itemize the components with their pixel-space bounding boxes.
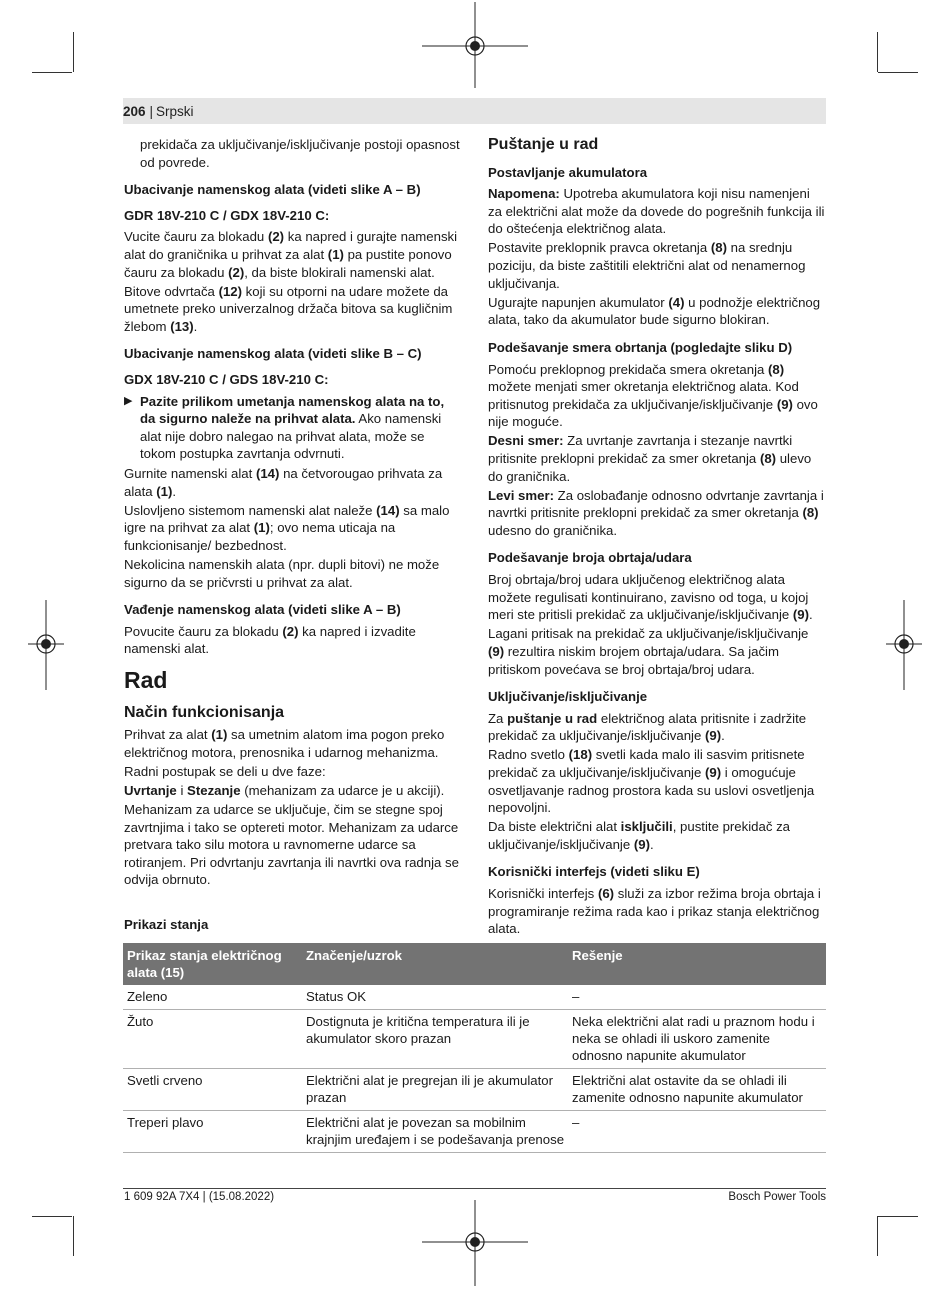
- paragraph: Pomoću preklopnog prekidača smera okretanja (8) možete menjati smer okretanja električnog alata. Kod pritisnutog prekidača za uključivanje/isključivanje (9) ovo nije moguće.: [488, 361, 818, 430]
- paragraph: Postavite preklopnik pravca okretanja (8) na srednju poziciju, da biste zaštitili električni alat od nenamernog uključivanja.: [488, 240, 806, 291]
- paragraph: Radno svetlo (18) svetli kada malo ili sasvim pritisnete prekidač za uključivanje/isključivanje (9) i omogućuje osvetljavanje radnog prostora kada su uslovi osvetljenja nepovoljni.: [488, 747, 815, 816]
- status-table: [123, 943, 826, 1153]
- arrow-icon: ▶: [124, 394, 133, 407]
- section-heading: Korisnički interfejs (videti sliku E): [488, 864, 700, 880]
- crop-mark: [73, 32, 74, 72]
- table-cell: Električni alat je povezan sa mobilnim krajnjim uređajem i se podešavanja prenose: [302, 1111, 568, 1153]
- paragraph: Mehanizam za udarce se uključuje, čim se stegne spoj zavrtnjima i tako se optereti motor. Mehanizam za udarce pretvara tako silu motora u ravnomerne udarce sa rotiranjem. Pri odvrtanju zavrtanja ili navrtki ova radnja se odvija obrnuto.: [124, 802, 459, 888]
- model-heading: GDR 18V-210 C / GDX 18V-210 C:: [124, 207, 330, 223]
- paragraph: Vucite čauru za blokadu (2) ka napred i gurajte namenski alat do graničnika u prihvat za alat (1) pa pustite ponovo čauru za blokadu (2), da biste blokirali namenski alat.: [124, 229, 458, 280]
- warning-item: [124, 393, 460, 463]
- subsection-heading: Puštanje u rad: [488, 136, 599, 153]
- paragraph: Levi smer: Za oslobađanje odnosno odvrtanje zavrtanja i navrtki pritisnite preklopni prekidač za smer okretanja (8) udesno do graničnika.: [488, 487, 824, 538]
- section-heading: Podešavanje smera obrtanja (pogledajte sliku D): [488, 339, 793, 355]
- table-row: [123, 1010, 826, 1069]
- left-column: [124, 136, 460, 890]
- table-cell: Status OK: [302, 985, 568, 1010]
- page-number: 206: [123, 103, 146, 119]
- crop-mark: [877, 1216, 878, 1256]
- paragraph: Napomena: Upotreba akumulatora koji nisu namenjeni za električni alat može da dovede do pogrešnih funkcija ili do oštećenja električnog alata.: [488, 186, 825, 237]
- table-cell: –: [568, 985, 826, 1010]
- table-cell: Dostignuta je kritična temperatura ili je akumulator skoro prazan: [302, 1010, 568, 1069]
- paragraph: Povucite čauru za blokadu (2) ka napred i izvadite namenski alat.: [124, 623, 416, 657]
- section-heading: Postavljanje akumulatora: [488, 164, 648, 180]
- footer-brand: Bosch Power Tools: [728, 1191, 826, 1203]
- model-heading: GDX 18V-210 C / GDS 18V-210 C:: [124, 372, 329, 388]
- paragraph: Uslovljeno sistemom namenski alat naleže (14) sa malo igre na prihvat za alat (1); ovo nema uticaja na funkcionisanje/ bezbednost.: [124, 502, 450, 553]
- section-heading: Ubacivanje namenskog alata (videti slike A – B): [124, 182, 421, 198]
- registration-mark-icon: [28, 600, 64, 690]
- warning-text: Ako namenski alat nije dobro nalegao na prihvat alata, može se tokom postupka zavrtanja odvrnuti.: [140, 411, 442, 462]
- paragraph: Gurnite namenski alat (14) na četvorougao prihvata za alata (1).: [124, 466, 443, 499]
- crop-mark: [878, 72, 918, 73]
- subsection-heading: Način funkcionisanja: [124, 703, 285, 721]
- crop-mark: [32, 1216, 72, 1217]
- table-cell: Neka električni alat radi u praznom hodu i neka se ohladi ili uskoro zamenite odnosno napunite akumulator: [568, 1010, 826, 1069]
- table-header-cell: Značenje/uzrok: [302, 943, 568, 985]
- paragraph: Prihvat za alat (1) sa umetnim alatom ima pogon preko električnog motora, prenosnika i udarnog mehanizma.: [124, 727, 445, 760]
- section-heading: Podešavanje broja obrtaja/udara: [488, 550, 692, 566]
- table-row: [123, 1069, 826, 1111]
- paragraph: Uvrtanje i Stezanje (mehanizam za udarce je u akciji).: [124, 782, 445, 798]
- section-heading: Ubacivanje namenskog alata (videti slike B – C): [124, 346, 422, 362]
- chapter-heading: Rad: [124, 666, 168, 693]
- paragraph: Da biste električni alat isključili, pustite prekidač za uključivanje/isključivanje (9).: [488, 819, 791, 852]
- header-language: Srpski: [156, 103, 194, 119]
- paragraph: Bitove odvrtača (12) koji su otporni na udare možete da umetnete preko univerzalnog držača bitova sa kugličnim žlebom (13).: [124, 283, 453, 334]
- table-cell: Električni alat je pregrejan ili je akumulator prazan: [302, 1069, 568, 1111]
- crop-mark: [32, 72, 72, 73]
- registration-mark-icon: [422, 2, 528, 88]
- paragraph: Korisnički interfejs (6) služi za izbor režima broja obrtaja i programiranje režima rada kao i prikaz stanja električnog alata.: [488, 886, 821, 937]
- table-cell: Električni alat ostavite da se ohladi ili zamenite odnosno napunite akumulator: [568, 1069, 826, 1111]
- paragraph: Broj obrtaja/broj udara uključenog električnog alata možete regulisati kontinuirano, zavisno od toga, u kojoj meri ste pritisli prekidač za uključivanje/isključivanje (9).: [488, 572, 813, 623]
- page-header: [123, 98, 826, 124]
- footer-divider: [123, 1188, 826, 1189]
- paragraph: Nekolicina namenskih alata (npr. dupli bitovi) ne može sigurno da se pričvrsti u prihvat za alat.: [124, 556, 440, 590]
- table-header-cell: Rešenje: [568, 943, 826, 985]
- table-row: [123, 1111, 826, 1153]
- paragraph: prekidača za uključivanje/isključivanje postoji opasnost od povrede.: [140, 137, 460, 170]
- crop-mark: [877, 32, 878, 72]
- crop-mark: [878, 1216, 918, 1217]
- right-column: [488, 136, 826, 939]
- table-cell: Svetli crveno: [123, 1069, 302, 1111]
- table-cell: –: [568, 1111, 826, 1153]
- table-header-row: [123, 943, 826, 985]
- table-cell: Žuto: [123, 1010, 302, 1069]
- header-separator: |: [149, 103, 154, 119]
- table-row: [123, 985, 826, 1010]
- warning-bold: Pazite prilikom umetanja namenskog alata na to, da sigurno naleže na prihvat alata.: [140, 393, 445, 427]
- paragraph: Lagani pritisak na prekidač za uključivanje/isključivanje (9) rezultira niskim brojem obrtaja/udara. Sa jačim pritiskom povećava se broj obrtaja/broj udara.: [488, 626, 809, 677]
- section-heading: Vađenje namenskog alata (videti slike A – B): [124, 602, 401, 618]
- registration-mark-icon: [886, 600, 922, 690]
- crop-mark: [73, 1216, 74, 1256]
- paragraph: Ugurajte napunjen akumulator (4) u podnožje električnog alata, tako da akumulator bude sigurno blokiran.: [488, 294, 821, 328]
- paragraph: Desni smer: Za uvrtanje zavrtanja i stezanje navrtki pritisnite preklopni prekidač za smer okretanja (8) ulevo do graničnika.: [488, 433, 812, 484]
- section-heading: Uključivanje/isključivanje: [488, 689, 648, 705]
- footer-doc-id: 1 609 92A 7X4 | (15.08.2022): [124, 1191, 275, 1203]
- table-title: Prikazi stanja: [124, 917, 209, 932]
- table-header-cell: Prikaz stanja električnog alata (15): [123, 943, 302, 985]
- paragraph: Za puštanje u rad električnog alata pritisnite i zadržite prekidač za uključivanje/isključivanje (9).: [488, 710, 807, 744]
- table-cell: Treperi plavo: [123, 1111, 302, 1153]
- paragraph: Radni postupak se deli u dve faze:: [124, 763, 326, 779]
- table-cell: Zeleno: [123, 985, 302, 1010]
- registration-mark-icon: [422, 1200, 528, 1286]
